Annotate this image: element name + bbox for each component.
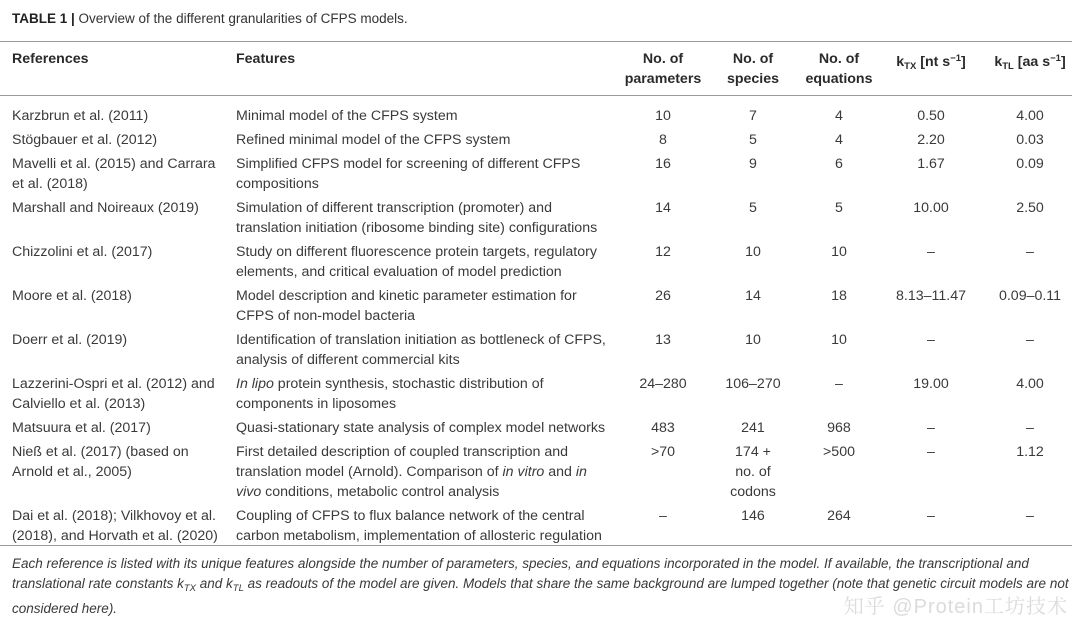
ktl-cell: –	[1026, 332, 1034, 348]
feature-text: Study on different fluorescence protein targets, regulatory elements, and critical evaluation of model prediction	[236, 244, 597, 280]
table-row	[0, 128, 1080, 152]
feature-text: Identification of translation initiation as bottleneck of CFPS, analysis of different commercial kits	[236, 332, 606, 368]
parameters-cell: >70	[650, 444, 676, 460]
species-cell: 241	[741, 420, 765, 436]
parameters-cell: 13	[655, 332, 671, 348]
header-references: References	[12, 51, 89, 67]
italic-text: in vitro	[502, 464, 545, 480]
reference-cell: Stögbauer et al. (2012)	[12, 132, 158, 148]
table-row	[0, 328, 1080, 372]
ktl-cell: 4.00	[1016, 108, 1044, 124]
features-cell	[236, 440, 616, 504]
ktx-cell: 10.00	[913, 200, 949, 216]
features-cell	[236, 504, 616, 548]
header-text: No. of	[732, 51, 774, 67]
feature-text: and	[544, 464, 576, 480]
equations-cell: 4	[835, 132, 843, 148]
ktx-cell: –	[927, 444, 935, 460]
reference-cell: Dai et al. (2018); Vilkhovoy et al. (2018), and Horvath et al. (2020)	[12, 508, 218, 544]
feature-text: conditions, metabolic control analysis	[261, 484, 500, 500]
header-row	[0, 46, 1080, 96]
feature-text: Simulation of different transcription (promoter) and translation initiation (ribosome binding site) configurations	[236, 200, 598, 236]
footnote-text: and k	[195, 576, 233, 591]
equations-cell: 5	[835, 200, 843, 216]
table-row	[0, 416, 1080, 440]
feature-text: Coupling of CFPS to flux balance network of the central carbon metabolism, implementation of allosteric regulation	[236, 508, 602, 544]
ktx-cell: –	[927, 332, 935, 348]
footnote-sub: TL	[232, 583, 244, 594]
header-text: [aa s	[1013, 54, 1051, 70]
ktx-cell: 8.13–11.47	[896, 288, 966, 304]
feature-text: First detailed description of coupled transcription and translation model (Arnold). Comparison of	[236, 444, 569, 480]
species-cell: 9	[749, 156, 757, 172]
species-cell: 106–270	[725, 376, 781, 392]
species-cell: 10	[745, 332, 761, 348]
table-row	[0, 240, 1080, 284]
header-text: No. of	[818, 51, 860, 67]
feature-text: protein synthesis, stochastic distribution of components in liposomes	[236, 376, 544, 412]
equations-cell: 4	[835, 108, 843, 124]
header-species	[710, 46, 796, 96]
ktx-cell: 19.00	[913, 376, 949, 392]
table-row	[0, 96, 1080, 128]
parameters-cell: 483	[651, 420, 675, 436]
feature-text: Refined minimal model of the CFPS system	[236, 132, 511, 148]
header-equations	[796, 46, 882, 96]
features-cell	[236, 152, 616, 196]
header-features: Features	[236, 51, 296, 67]
table-row	[0, 440, 1080, 504]
reference-cell: Karzbrun et al. (2011)	[12, 108, 149, 124]
equations-cell: 10	[831, 332, 847, 348]
header-text: ]	[1060, 54, 1066, 70]
table-row	[0, 504, 1080, 548]
header-sub: TL	[1002, 61, 1014, 72]
feature-text: Quasi-stationary state analysis of complex model networks	[236, 420, 606, 436]
top-rule	[0, 41, 1072, 42]
parameters-cell: 24–280	[639, 376, 687, 392]
features-cell	[236, 328, 616, 372]
species-cell: 14	[745, 288, 761, 304]
ktl-cell: 0.09–0.11	[998, 288, 1062, 304]
footnote-text: as readouts of the model are given. Models that share the same background are lumped together (note that genetic circuit models are not considered here).	[12, 576, 1069, 616]
ktl-cell: 4.00	[1016, 376, 1044, 392]
features-cell	[236, 240, 616, 284]
table-row	[0, 196, 1080, 240]
header-text: [nt s	[916, 54, 951, 70]
table-row	[0, 284, 1080, 328]
feature-text: Minimal model of the CFPS system	[236, 108, 458, 124]
feature-text: Model description and kinetic parameter estimation for CFPS of non-model bacteria	[236, 288, 577, 324]
table-row	[0, 372, 1080, 416]
ktx-cell: 0.50	[917, 108, 945, 124]
features-cell	[236, 416, 616, 440]
table-row	[0, 152, 1080, 196]
header-sub: TX	[904, 61, 917, 72]
features-cell	[236, 284, 616, 328]
reference-cell: Chizzolini et al. (2017)	[12, 244, 153, 260]
watermark: 知乎 @Protein工坊技术	[843, 596, 1068, 618]
equations-cell: 10	[831, 244, 847, 260]
species-cell: 5	[749, 132, 757, 148]
reference-cell: Lazzerini-Ospri et al. (2012) and Calviello et al. (2013)	[12, 376, 215, 412]
equations-cell: >500	[823, 444, 855, 460]
reference-cell: Nieß et al. (2017) (based on Arnold et al., 2005)	[12, 444, 189, 480]
ktl-cell: 0.09	[1016, 156, 1044, 172]
parameters-cell: 10	[655, 108, 671, 124]
ktl-cell: –	[1026, 244, 1034, 260]
parameters-cell: –	[659, 508, 667, 524]
table-caption	[12, 11, 408, 26]
ktx-cell: 2.20	[917, 132, 945, 148]
header-text: parameters	[624, 71, 702, 87]
equations-cell: 6	[835, 156, 843, 172]
italic-text: In lipo	[236, 376, 274, 392]
equations-cell: 264	[827, 508, 851, 524]
parameters-cell: 8	[659, 132, 667, 148]
header-ktl	[980, 46, 1080, 96]
feature-text: Simplified CFPS model for screening of different CFPS compositions	[236, 156, 581, 192]
table-title: Overview of the different granularities of CFPS models.	[74, 11, 408, 26]
equations-cell: –	[835, 376, 843, 392]
equations-cell: 968	[827, 420, 851, 436]
reference-cell: Marshall and Noireaux (2019)	[12, 200, 199, 216]
ktl-cell: 2.50	[1016, 200, 1044, 216]
ktl-cell: –	[1026, 508, 1034, 524]
reference-cell: Doerr et al. (2019)	[12, 332, 128, 348]
ktx-cell: –	[927, 420, 935, 436]
species-cell: 10	[745, 244, 761, 260]
species-cell: 174 + no. of codons	[730, 444, 776, 500]
ktx-cell: –	[927, 508, 935, 524]
cfps-models-table	[0, 46, 1080, 548]
ktl-cell: –	[1026, 420, 1034, 436]
ktx-cell: –	[927, 244, 935, 260]
parameters-cell: 14	[655, 200, 671, 216]
species-cell: 146	[741, 508, 765, 524]
header-text: equations	[805, 71, 873, 87]
footnote-text: Each reference is listed with its unique features alongside the number of parameters, species, and equations incorporated in the model. If available, the transcriptional and translational rate constants k	[12, 556, 1029, 591]
features-cell	[236, 128, 616, 152]
header-text: k	[896, 54, 905, 70]
reference-cell: Mavelli et al. (2015) and Carrara et al. (2018)	[12, 156, 216, 192]
header-text: No. of	[642, 51, 684, 67]
equations-cell: 18	[831, 288, 847, 304]
species-cell: 5	[749, 200, 757, 216]
ktl-cell: 0.03	[1016, 132, 1044, 148]
italic-text: in vivo	[236, 464, 587, 500]
reference-cell: Moore et al. (2018)	[12, 288, 132, 304]
species-cell: 7	[749, 108, 757, 124]
parameters-cell: 26	[655, 288, 671, 304]
table-label: TABLE 1 |	[12, 11, 75, 26]
features-cell	[236, 372, 616, 416]
header-text: species	[726, 71, 780, 87]
header-text: ]	[961, 54, 966, 70]
parameters-cell: 12	[655, 244, 671, 260]
features-cell	[236, 96, 616, 128]
reference-cell: Matsuura et al. (2017)	[12, 420, 151, 436]
parameters-cell: 16	[655, 156, 671, 172]
table-body	[0, 96, 1080, 548]
header-sup: −1	[950, 53, 962, 64]
footnote-sub: TX	[183, 583, 196, 594]
ktl-cell: 1.12	[1016, 444, 1044, 460]
features-cell	[236, 196, 616, 240]
header-text: k	[994, 54, 1003, 70]
header-ktx	[882, 46, 980, 96]
header-parameters	[616, 46, 710, 96]
header-sup: −1	[1050, 53, 1061, 64]
ktx-cell: 1.67	[917, 156, 945, 172]
